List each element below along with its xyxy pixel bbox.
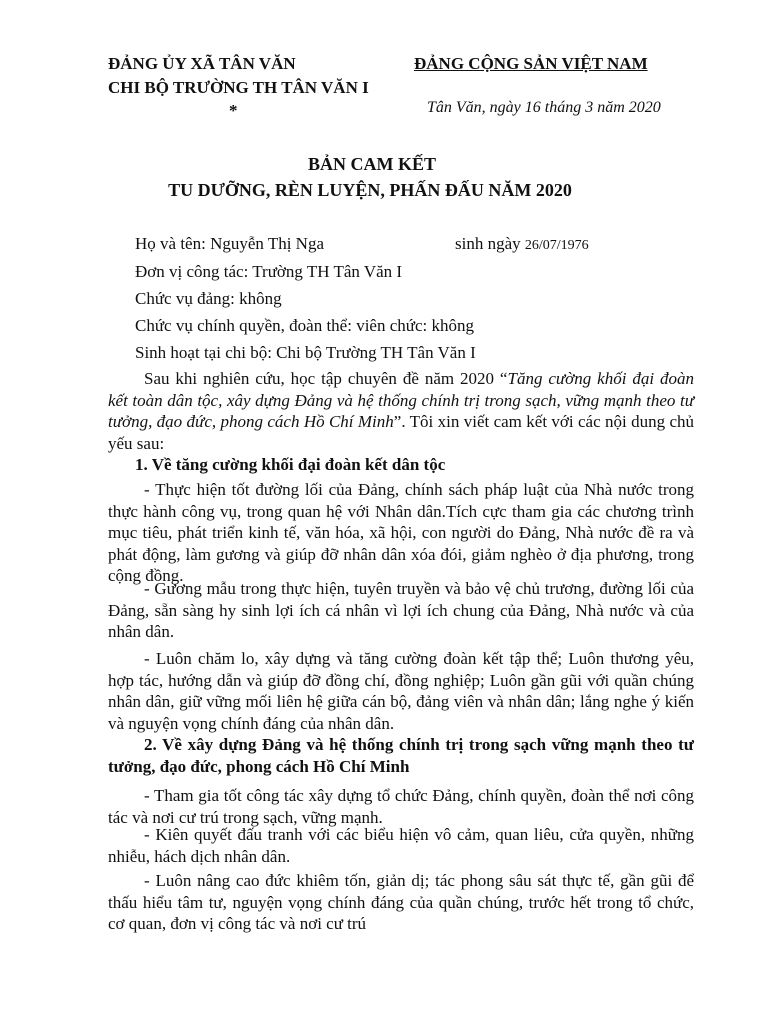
intro-topic: Tăng cường khối đại đoàn kết toàn dân tộc, xây dựng Đảng và hệ thống chính trị trong sạch, vững mạnh theo tư tưởng, đạo đức, phong cách Hồ Chí Minh (108, 369, 695, 431)
party-cell-field: Sinh hoạt tại chi bộ: Chi bộ Trường TH Tân Văn I (135, 343, 476, 362)
section-1-item: - Gương mẫu trong thực hiện, tuyên truyền và bảo vệ chủ trương, đường lối của Đảng, sẵn sàng hy sinh lợi ích cá nhân vì lợi ích chung của Đảng, Nhà nước và của nhân dân. (108, 579, 694, 641)
section-1-item: - Luôn chăm lo, xây dựng và tăng cường đoàn kết tập thể; Luôn thương yêu, hợp tác, hướng dẫn và giúp đỡ đồng chí, đồng nghiệp; Luôn gần gũi với quần chúng nhân dân, giữ vững mối liên hệ giữa cán bộ, đảng viên và nhân dân; lắng nghe ý kiến và nguyện vọng chính đáng của nhân dân. (108, 649, 694, 733)
intro-paragraph (108, 368, 694, 454)
work-unit-field: Đơn vị công tác: Trường TH Tân Văn I (135, 262, 403, 281)
intro-text-after: ”. Tôi xin viết cam kết với các nội dung chủ yếu sau: (108, 412, 695, 453)
section-2-item: - Tham gia tốt công tác xây dựng tổ chức Đảng, chính quyền, đoàn thể nơi công tác và nơi cư trú trong sạch, vững mạnh. (108, 786, 694, 827)
full-name-field: Họ và tên: Nguyễn Thị Nga (135, 234, 325, 253)
national-party-heading: ĐẢNG CỘNG SẢN VIỆT NAM (414, 54, 648, 73)
government-position-field: Chức vụ chính quyền, đoàn thể: viên chức: không (135, 316, 474, 335)
date-line: Tân Văn, ngày 16 tháng 3 năm 2020 (427, 99, 661, 116)
document-title: BẢN CAM KẾT (307, 154, 436, 174)
section-2-item: - Luôn nâng cao đức khiêm tốn, giản dị; tác phong sâu sát thực tế, gần gũi để thấu hiểu tâm tư, nguyện vọng chính đáng của quần chúng, trước hết trong tổ chức, cơ quan, đơn vị công tác và nơi cư trú (108, 871, 694, 933)
birth-date-label: sinh ngày (455, 234, 521, 253)
birth-date-field (455, 234, 589, 254)
birth-date-value: 26/07/1976 (524, 238, 589, 253)
party-committee-name: ĐẢNG ỦY XÃ TÂN VĂN (108, 54, 296, 73)
party-position-field: Chức vụ đảng: không (135, 289, 282, 308)
section-2-heading: 2. Về xây dựng Đảng và hệ thống chính trị trong sạch vững mạnh theo tư tưởng, đạo đức, phong cách Hồ Chí Minh (108, 735, 694, 776)
section-1-heading: 1. Về tăng cường khối đại đoàn kết dân tộc (135, 455, 446, 474)
section-2-item: - Kiên quyết đấu tranh với các biểu hiện vô cảm, quan liêu, cửa quyền, những nhiễu, hách dịch nhân dân. (108, 825, 694, 866)
section-1-item: - Thực hiện tốt đường lối của Đảng, chính sách pháp luật của Nhà nước trong thực hành công vụ, trong quan hệ với Nhân dân.Tích cực tham gia các chương trình mục tiêu, phát triển kinh tế, văn hóa, xã hội, con người do Đảng, Nhà nước đề ra và phát động, làm gương và giúp đỡ nhân dân xóa đói, giảm nghèo ở địa phương, trong cộng đồng. (108, 480, 694, 585)
party-cell-name: CHI BỘ TRƯỜNG TH TÂN VĂN I (108, 78, 369, 97)
intro-text-before: Sau khi nghiên cứu, học tập chuyên đề năm 2020 “ (144, 369, 508, 388)
header-star-mark: * (229, 101, 238, 120)
document-subtitle: TU DƯỠNG, RÈN LUYỆN, PHẤN ĐẤU NĂM 2020 (168, 180, 572, 200)
